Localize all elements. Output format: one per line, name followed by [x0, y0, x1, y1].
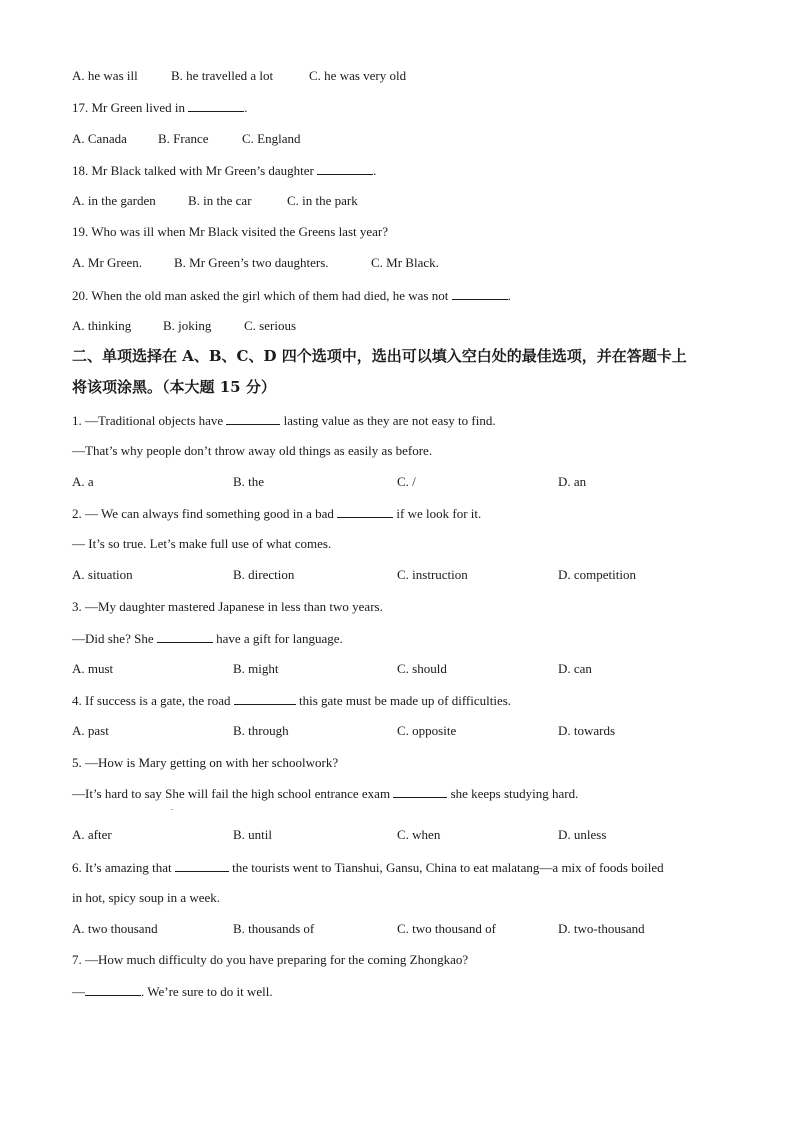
- question-7: 7. —How much difficulty do you have preparing for the coming Zhongkao?: [72, 952, 469, 967]
- q3-stem: —Did she? She: [72, 631, 157, 646]
- question-4: [72, 692, 511, 709]
- question-2: [72, 505, 481, 522]
- q4-option-d: D. towards: [558, 723, 616, 738]
- answer-blank: [175, 859, 229, 872]
- q3-response: [72, 630, 343, 647]
- q5-option-d: D. unless: [558, 827, 607, 842]
- q18-option-c: C. in the park: [287, 193, 358, 208]
- q5-option-c: C. when: [397, 827, 441, 842]
- q3-option-d: D. can: [558, 661, 592, 676]
- q2-stem-end: if we look for it.: [393, 506, 482, 521]
- q4-option-b: B. through: [233, 723, 289, 738]
- q16-option-a: A. he was ill: [72, 68, 138, 83]
- q6-option-d: D. two-thousand: [558, 921, 645, 936]
- q19-option-c: C. Mr Black.: [371, 255, 439, 270]
- question-19: 19. Who was ill when Mr Black visited the Greens last year?: [72, 224, 389, 239]
- q4-option-a: A. past: [72, 723, 109, 738]
- answer-blank: [226, 412, 280, 425]
- q16-option-c: C. he was very old: [309, 68, 407, 83]
- q3-option-b: B. might: [233, 661, 279, 676]
- q18-stem: 18. Mr Black talked with Mr Green’s daughter: [72, 163, 318, 178]
- q5-stem-mid: She will fail the high school entrance exam: [165, 786, 394, 801]
- q6-stem-end: the tourists went to Tianshui, Gansu, China to eat malatang—a mix of foods boiled: [228, 860, 664, 875]
- q18-option-a: A. in the garden: [72, 193, 156, 208]
- q2-option-d: D. competition: [558, 567, 636, 582]
- q17-stem-end: .: [244, 100, 248, 115]
- q17-option-b: B. France: [158, 131, 209, 146]
- question-20: [72, 287, 511, 304]
- q6-stem: 6. It’s amazing that: [72, 860, 175, 875]
- q5-option-a: A. after: [72, 827, 112, 842]
- q4-option-c: C. opposite: [397, 723, 457, 738]
- q17-option-c: C. England: [242, 131, 301, 146]
- answer-blank: [157, 630, 213, 643]
- q20-stem: 20. When the old man asked the girl which of them had died, he was not: [72, 288, 452, 303]
- q6-stem-cont: in hot, spicy soup in a week.: [72, 890, 221, 905]
- stray-dot: .: [171, 803, 173, 812]
- q6-option-b: B. thousands of: [233, 921, 315, 936]
- answer-blank: [452, 287, 508, 300]
- q1-stem: 1. —Traditional objects have: [72, 413, 227, 428]
- q2-response: — It’s so true. Let’s make full use of what comes.: [72, 536, 332, 551]
- q1-option-d: D. an: [558, 474, 587, 489]
- question-18: [72, 162, 376, 179]
- q19-option-a: A. Mr Green.: [72, 255, 143, 270]
- q6-option-a: A. two thousand: [72, 921, 158, 936]
- q2-stem: 2. — We can always find something good in a bad: [72, 506, 338, 521]
- q17-stem: 17. Mr Green lived in: [72, 100, 189, 115]
- q7-stem-end: . We’re sure to do it well.: [141, 984, 273, 999]
- question-3: 3. —My daughter mastered Japanese in less than two years.: [72, 599, 383, 614]
- section-heading: 二、单项选择在 A、B、C、D 四个选项中，选出可以填入空白处的最佳选项，并在答题卡上: [72, 347, 687, 365]
- q1-response: —That’s why people don’t throw away old things as easily as before.: [72, 443, 433, 458]
- answer-blank: [317, 162, 373, 175]
- q7-response: [72, 983, 273, 1000]
- q2-option-c: C. instruction: [397, 567, 468, 582]
- q18-stem-end: .: [373, 163, 377, 178]
- q5-response: [72, 785, 578, 802]
- q3-stem-end: have a gift for language.: [212, 631, 343, 646]
- question-1: [72, 412, 496, 429]
- q4-stem-end: this gate must be made up of difficulties.: [295, 693, 512, 708]
- q2-option-a: A. situation: [72, 567, 133, 582]
- q16-option-b: B. he travelled a lot: [171, 68, 274, 83]
- answer-blank: [337, 505, 393, 518]
- q20-option-c: C. serious: [244, 318, 296, 333]
- q1-stem-end: lasting value as they are not easy to find.: [280, 413, 496, 428]
- q4-stem: 4. If success is a gate, the road: [72, 693, 234, 708]
- q2-option-b: B. direction: [233, 567, 295, 582]
- q19-option-b: B. Mr Green’s two daughters.: [174, 255, 329, 270]
- q20-stem-end: .: [507, 288, 511, 303]
- q18-option-b: B. in the car: [188, 193, 252, 208]
- q5-option-b: B. until: [233, 827, 273, 842]
- q1-option-b: B. the: [233, 474, 265, 489]
- q3-option-a: A. must: [72, 661, 114, 676]
- answer-blank: [393, 785, 447, 798]
- q5-stem-end: she keeps studying hard.: [447, 786, 579, 801]
- section-heading-cont: 将该项涂黑。（本大题 15 分）: [72, 378, 276, 396]
- q20-option-b: B. joking: [163, 318, 212, 333]
- answer-blank: [188, 99, 244, 112]
- q20-option-a: A. thinking: [72, 318, 132, 333]
- answer-blank: [85, 983, 141, 996]
- q3-option-c: C. should: [397, 661, 447, 676]
- q1-option-a: A. a: [72, 474, 94, 489]
- question-17: [72, 99, 248, 116]
- answer-blank: [234, 692, 296, 705]
- question-5: 5. —How is Mary getting on with her schoolwork?: [72, 755, 339, 770]
- q1-option-c: C. /: [397, 474, 416, 489]
- q6-option-c: C. two thousand of: [397, 921, 496, 936]
- q5-stem: —It’s hard to say: [72, 786, 162, 801]
- q17-option-a: A. Canada: [72, 131, 127, 146]
- question-6: [72, 859, 664, 876]
- q7-stem: —: [72, 984, 85, 999]
